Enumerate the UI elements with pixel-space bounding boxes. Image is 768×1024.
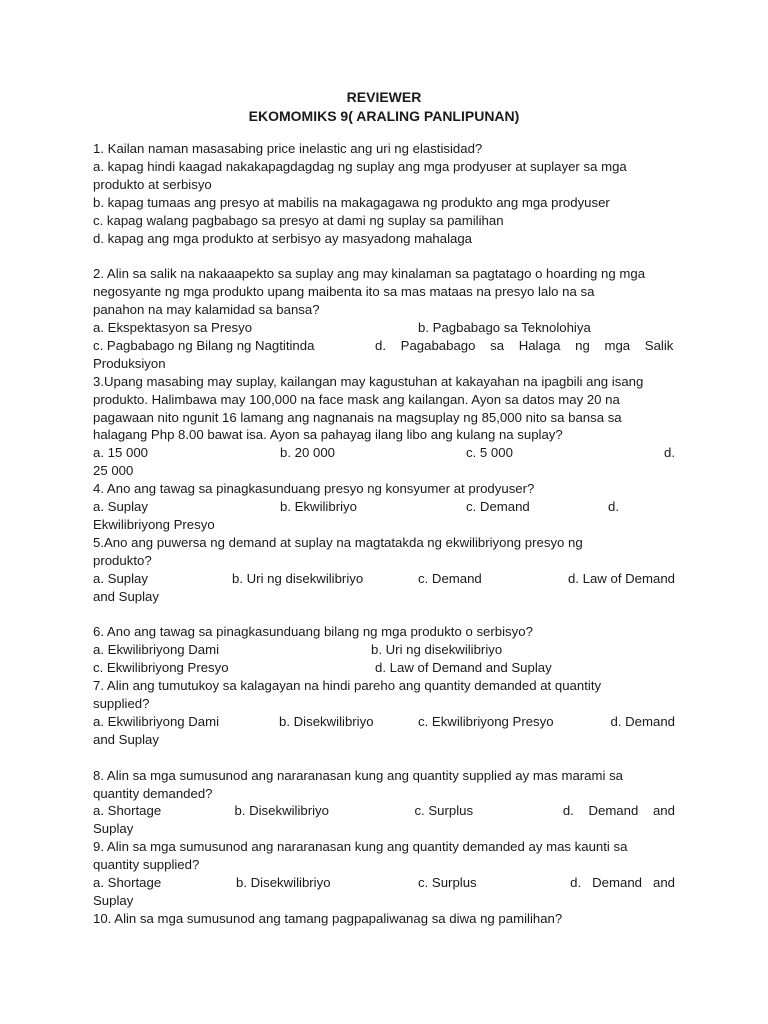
- spacer: [93, 606, 675, 624]
- question-1-choice-b: b. kapag tumaas ang presyo at mabilis na makagagawa ng produkto ang mga prodyuser: [93, 194, 610, 210]
- question-2: [93, 265, 675, 372]
- question-2-choice-d-cont: Produksiyon: [93, 355, 166, 371]
- question-2-choice-c: c. Pagbabago ng Bilang ng Nagtitinda: [93, 337, 315, 353]
- question-5-text: 5.Ano ang puwersa ng demand at suplay na magtatakda ng ekwilibriyong presyo ng: [93, 534, 583, 550]
- question-7-choice-a: a. Ekwilibriyong Dami: [93, 713, 220, 729]
- question-9-choice-c: c. Surplus: [418, 875, 477, 891]
- question-6-choice-b: b. Uri ng disekwilibriyo: [371, 642, 503, 658]
- question-9: [93, 838, 675, 910]
- question-2-choice-d: d. Pagababago sa Halaga ng mga Salik: [375, 337, 674, 353]
- question-6-choice-a: a. Ekwilibriyong Dami: [93, 642, 220, 658]
- question-4-choice-d-cont: Ekwilibriyong Presyo: [93, 517, 215, 533]
- question-2-choices-cd: [93, 337, 675, 355]
- question-3-text: 3.Upang masabing may suplay, kailangan may kagustuhan at kakayahan na ipagbili ang isang: [93, 373, 644, 389]
- question-8-choice-d: d. Demand and: [562, 803, 675, 819]
- question-3-choice-b: b. 20 000: [280, 445, 335, 461]
- question-6-choices-ab: [93, 641, 675, 659]
- question-4: [93, 480, 675, 534]
- question-9-text-cont: quantity supplied?: [93, 857, 200, 873]
- question-7: [93, 677, 675, 749]
- question-6-choice-d: d. Law of Demand and Suplay: [375, 660, 552, 676]
- question-8-choice-a: a. Shortage: [93, 803, 162, 819]
- question-3-choices: [93, 444, 675, 462]
- question-3-text-3: pagawaan nito ngunit 16 lamang ang nagnanais na magsuplay ng 85,000 nito sa bansa sa: [93, 409, 622, 425]
- question-1-choice-c: c. kapag walang pagbabago sa presyo at dami ng suplay sa pamilihan: [93, 212, 504, 228]
- question-2-choices-ab: [93, 319, 675, 337]
- question-8-text: 8. Alin sa mga sumusunod ang nararanasan kung ang quantity supplied ay mas marami sa: [93, 767, 624, 783]
- question-5: [93, 534, 675, 606]
- question-9-choice-d-cont: Suplay: [93, 893, 134, 909]
- question-3-text-4: halagang Php 8.00 bawat isa. Ayon sa pahayag ilang libo ang kulang na suplay?: [93, 427, 563, 443]
- question-8-choice-b: b. Disekwilibriyo: [234, 803, 329, 819]
- question-1: [93, 140, 675, 247]
- question-1-choice-a: a. kapag hindi kaagad nakakapagdagdag ng suplay ang mga prodyuser at suplayer sa mga: [93, 158, 627, 174]
- question-9-text: 9. Alin sa mga sumusunod ang nararanasan kung ang quantity demanded ay mas kaunti sa: [93, 839, 628, 855]
- question-3: [93, 373, 675, 480]
- question-5-choice-a: a. Suplay: [93, 570, 148, 586]
- question-1-choice-d: d. kapag ang mga produkto at serbisyo ay masyadong mahalaga: [93, 230, 473, 246]
- question-2-text-end: panahon na may kalamidad sa bansa?: [93, 302, 320, 318]
- question-2-choice-a: a. Ekspektasyon sa Presyo: [93, 320, 253, 336]
- question-8-text-cont: quantity demanded?: [93, 785, 213, 801]
- question-7-choice-b: b. Disekwilibriyo: [279, 713, 374, 729]
- question-2-choice-b: b. Pagbabago sa Teknolohiya: [418, 320, 591, 336]
- question-3-choice-a: a. 15 000: [93, 445, 148, 461]
- document-header: [93, 88, 675, 126]
- question-9-choice-a: a. Shortage: [93, 875, 162, 891]
- question-4-choice-b: b. Ekwilibriyo: [280, 499, 357, 515]
- question-9-choice-d: d. Demand and: [570, 875, 675, 891]
- question-7-text: 7. Alin ang tumutukoy sa kalagayan na hindi pareho ang quantity demanded at quantity: [93, 678, 602, 694]
- document-title: REVIEWER: [346, 89, 422, 105]
- question-7-choice-c: c. Ekwilibriyong Presyo: [418, 713, 554, 729]
- question-2-text-cont: negosyante ng mga produkto upang maibenta ito sa mas mataas na presyo lalo na sa: [93, 284, 595, 300]
- question-10-text: 10. Alin sa mga sumusunod ang tamang pagpapaliwanag sa diwa ng pamilihan?: [93, 910, 563, 926]
- question-9-choice-b: b. Disekwilibriyo: [236, 875, 331, 891]
- question-8-choice-d-cont: Suplay: [93, 821, 134, 837]
- question-2-text: 2. Alin sa salik na nakaaapekto sa suplay ang may kinalaman sa pagtatago o hoarding ng mga: [93, 266, 646, 282]
- question-4-choice-d: d.: [608, 499, 619, 515]
- question-6-text: 6. Ano ang tawag sa pinagkasunduang bilang ng mga produkto o serbisyo?: [93, 624, 533, 640]
- spacer: [93, 749, 675, 767]
- question-9-choices: [93, 874, 675, 892]
- question-7-choice-d-cont: and Suplay: [93, 731, 159, 747]
- question-4-choices: [93, 498, 675, 516]
- question-5-choice-b: b. Uri ng disekwilibriyo: [232, 570, 364, 586]
- question-8-choice-c: c. Surplus: [414, 803, 474, 819]
- question-3-text-2: produkto. Halimbawa may 100,000 na face mask ang kailangan. Ayon sa datos may 20 na: [93, 391, 620, 407]
- question-3-choice-d-cont: 25 000: [93, 463, 134, 479]
- document-page: [93, 88, 675, 928]
- question-5-choice-d-cont: and Suplay: [93, 588, 159, 604]
- question-7-choices: [93, 713, 675, 731]
- question-4-choice-c: c. Demand: [466, 499, 530, 515]
- question-4-choice-a: a. Suplay: [93, 499, 148, 515]
- question-3-choice-c: c. 5 000: [466, 445, 513, 461]
- question-10: [93, 910, 675, 928]
- question-5-choice-d: d. Law of Demand: [567, 570, 675, 586]
- question-1-choice-a-cont: produkto at serbisyo: [93, 176, 212, 192]
- question-8-choices: [93, 802, 675, 820]
- question-5-choices: [93, 570, 675, 588]
- document-subtitle: EKOMOMIKS 9( ARALING PANLIPUNAN): [248, 108, 520, 124]
- question-6-choices-cd: [93, 659, 675, 677]
- question-5-choice-c: c. Demand: [418, 570, 482, 586]
- question-5-text-cont: produkto?: [93, 552, 152, 568]
- question-6-choice-c: c. Ekwilibriyong Presyo: [93, 660, 229, 676]
- spacer: [93, 247, 675, 265]
- question-8: [93, 767, 675, 839]
- question-6: [93, 623, 675, 677]
- question-1-text: 1. Kailan naman masasabing price inelastic ang uri ng elastisidad?: [93, 141, 483, 156]
- question-7-choice-d: d. Demand: [610, 713, 675, 729]
- question-3-choice-d: d.: [664, 445, 675, 461]
- question-7-text-cont: supplied?: [93, 696, 150, 712]
- question-4-text: 4. Ano ang tawag sa pinagkasunduang presyo ng konsyumer at prodyuser?: [93, 481, 535, 497]
